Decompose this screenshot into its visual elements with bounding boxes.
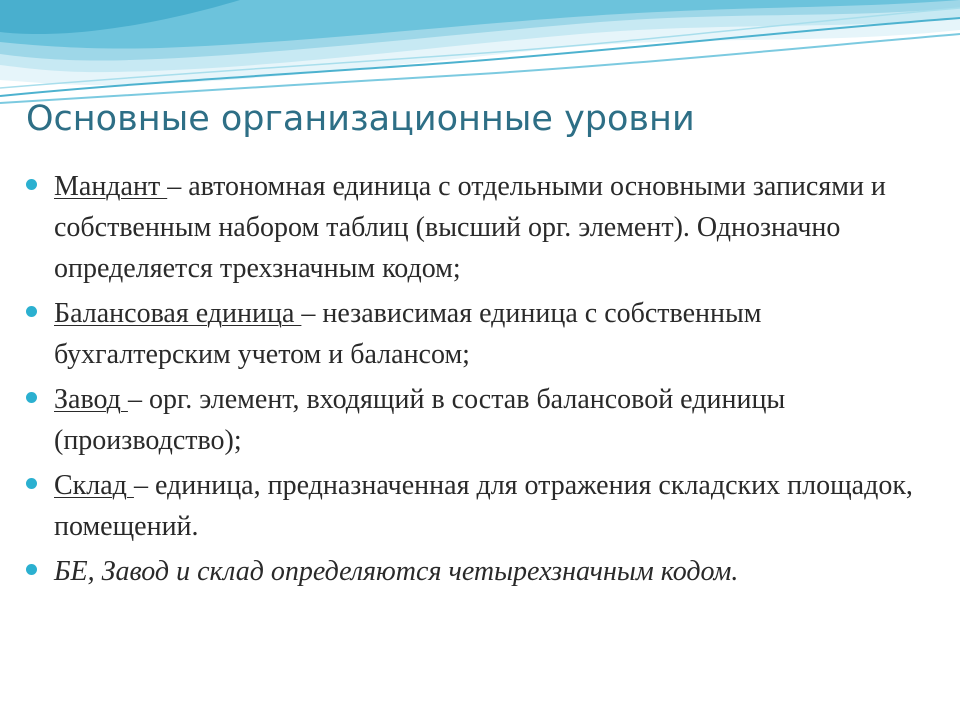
- bullet-item-note: [26, 551, 926, 592]
- bullet-dot-icon: [26, 392, 37, 403]
- bullet-item-storage: [26, 465, 926, 547]
- bullet-item-company-code: [26, 293, 926, 375]
- slide-title: Основные организационные уровни: [26, 99, 695, 139]
- definition-mandant: – автономная единица с отдельными основными записями и собственным набором таблиц (высший орг. элемент). Однозначно определяется трехзначным кодом;: [54, 171, 886, 284]
- term-storage: Склад: [54, 470, 134, 501]
- definition-company-code: – независимая единица с собственным бухгалтерским учетом и балансом;: [54, 298, 762, 370]
- term-mandant: Мандант: [54, 171, 168, 202]
- bullet-list: [26, 166, 926, 596]
- definition-plant: – орг. элемент, входящий в состав балансовой единицы (производство);: [54, 384, 786, 456]
- definition-storage: – единица, предназначенная для отражения складских площадок, помещений.: [54, 470, 913, 542]
- bullet-item-mandant: [26, 166, 926, 289]
- bullet-dot-icon: [26, 306, 37, 317]
- bullet-dot-icon: [26, 179, 37, 190]
- note-text: БЕ, Завод и склад определяются четырехзначным кодом.: [54, 556, 739, 587]
- bullet-item-plant: [26, 379, 926, 461]
- term-company-code: Балансовая единица: [54, 298, 302, 329]
- bullet-dot-icon: [26, 478, 37, 489]
- bullet-dot-icon: [26, 564, 37, 575]
- term-plant: Завод: [54, 384, 128, 415]
